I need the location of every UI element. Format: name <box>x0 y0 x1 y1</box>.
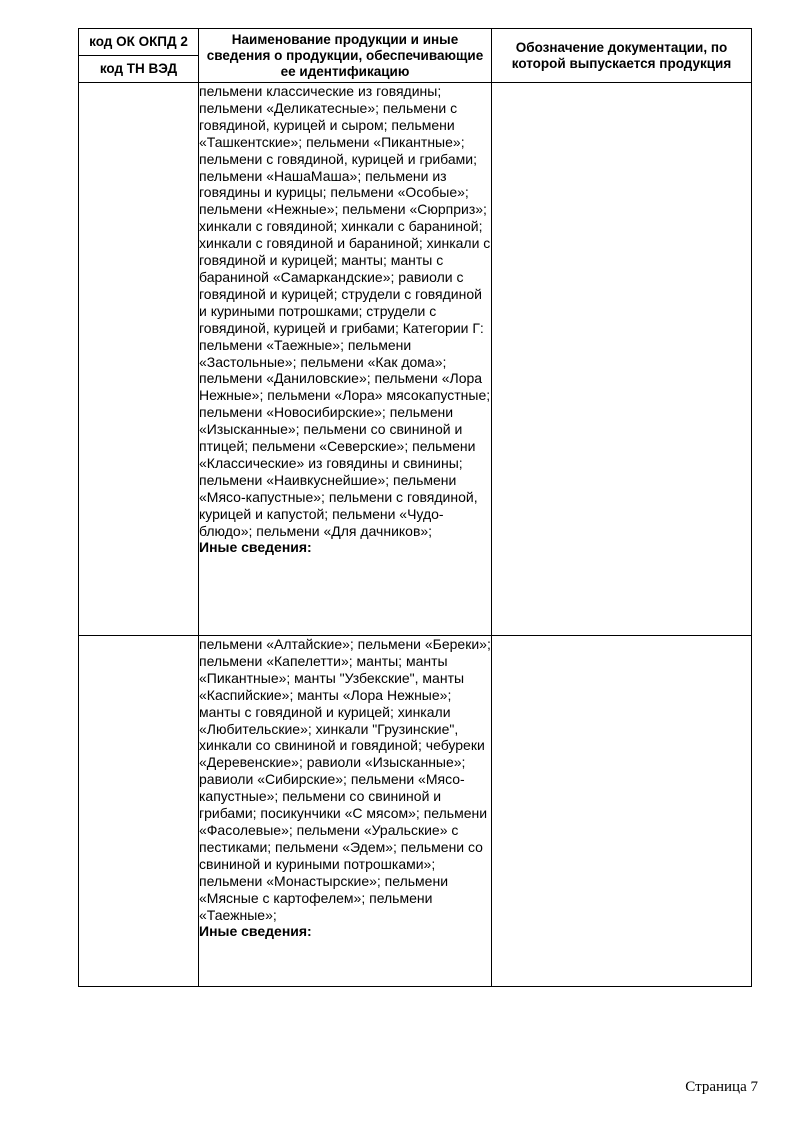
table-row <box>79 83 752 636</box>
other-info-label: Иные сведения: <box>199 923 312 940</box>
other-info-label: Иные сведения: <box>199 539 312 556</box>
product-text: пельмени классические из говядины; пельмени «Деликатесные»; пельмени с говядиной, курицей и сыром; пельмени «Ташкентские»; пельмени «Пикантные»; пельмени с говядиной, курицей и грибами; пельмени «НашаМаша»; пельмени из говядины и курицы; пельмени «Особые»; пельмени «Нежные»; пельмени «Сюрприз»; хинкали с говядиной; хинкали с бараниной; хинкали с говядиной и бараниной; хинкали с говядиной и курицей; манты; манты с бараниной «Самаркандские»; равиоли с говядиной и курицей; струдели с говядиной и куриными потрошками; струдели с говядиной, курицей и грибами; Категории Г: пельмени «Таежные»; пельмени «Застольные»; пельмени «Как дома»; пельмени «Даниловские»; пельмени «Лора Нежные»; пельмени «Лора» мясокапустные; пельмени «Новосибирские»; пельмени «Изысканные»; пельмени со свининой и птицей; пельмени «Северские»; пельмени «Классические» из говядины и свинины; пельмени «Наивкуснейшие»; пельмени «Мясо-капустные»; пельмени с говядиной, курицей и капустой; пельмени «Чудо-блюдо»; пельмени «Для дачников»; <box>199 83 491 539</box>
header-code-okpd: код ОК ОКПД 2 <box>79 29 199 56</box>
table-row <box>79 636 752 987</box>
header-product-name: Наименование продукции и иные сведения о продукции, обеспечивающие ее идентификацию <box>199 29 492 83</box>
header-row <box>79 29 752 56</box>
documentation-cell <box>492 83 752 636</box>
code-cell <box>79 636 199 987</box>
documentation-cell <box>492 636 752 987</box>
product-table <box>78 28 752 987</box>
header-documentation: Обозначение документации, по которой выпускается продукция <box>492 29 752 83</box>
header-code-tnved: код ТН ВЭД <box>79 56 199 83</box>
product-cell <box>199 636 492 987</box>
product-text: пельмени «Алтайские»; пельмени «Береки»; пельмени «Капелетти»; манты; манты «Пикантные»; манты "Узбекские", манты «Каспийские»; манты «Лора Нежные»; манты с говядиной и курицей; хинкали «Любительские»; хинкали "Грузинские", хинкали со свининой и говядиной; чебуреки «Деревенские»; равиоли «Изысканные»; равиоли «Сибирские»; пельмени «Мясо-капустные»; пельмени со свининой и грибами; посикунчики «С мясом»; пельмени «Фасолевые»; пельмени «Уральские» с пестиками; пельмени «Эдем»; пельмени со свининой и куриными потрошками»; пельмени «Монастырские»; пельмени «Мясные с картофелем»; пельмени «Таежные»; <box>199 636 491 923</box>
code-cell <box>79 83 199 636</box>
page-number: Страница 7 <box>685 1079 758 1095</box>
product-cell <box>199 83 492 636</box>
